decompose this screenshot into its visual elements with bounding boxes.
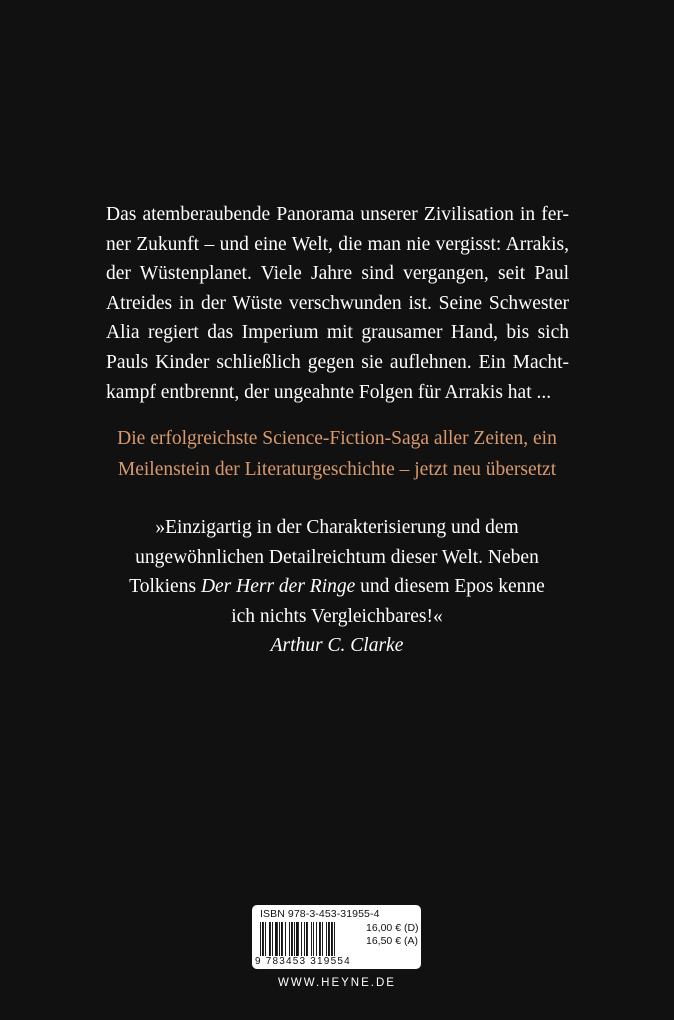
blurb-line: kampf entbrennt, der ungeahnte Folgen für Arrakis hat ...: [106, 381, 552, 403]
tagline-line: Meilenstein der Literaturgeschichte – jetzt neu übersetzt: [117, 458, 557, 480]
blurb-line: Atreides in der Wüste verschwunden ist. Seine Schwester: [106, 292, 569, 314]
quote-text: Tolkiens: [129, 576, 201, 598]
isbn-number: ISBN 978-3-453-31955-4: [260, 908, 380, 920]
quote-line: ich nichts Vergleichbares!«: [231, 605, 443, 627]
back-cover-blurb: [106, 200, 569, 407]
quote-text: und diesem Epos kenne: [355, 576, 545, 598]
quote-line: [110, 572, 564, 602]
review-quote: [110, 513, 564, 661]
tagline: [90, 424, 584, 485]
tagline-line: Die erfolgreichste Science-Fiction-Saga aller Zeiten, ein: [117, 428, 557, 449]
quote-line: »Einzigartig in der Charakterisierung und dem: [155, 517, 519, 538]
blurb-line: Pauls Kinder schließlich gegen sie auflehnen. Ein Macht-: [106, 351, 569, 373]
price-austria: 16,50 € (A): [366, 935, 418, 947]
quote-author: Arthur C. Clarke: [270, 635, 404, 657]
barcode-digits: 9 783453 319554: [255, 956, 351, 967]
quoted-book-title: Der Herr der Ringe: [200, 576, 356, 598]
blurb-line: Das atemberaubende Panorama unserer Zivilisation in fer-: [106, 204, 569, 225]
price-germany: 16,00 € (D): [366, 922, 419, 934]
barcode-bars: [260, 922, 360, 956]
blurb-line: ner Zukunft – und eine Welt, die man nie vergisst: Arrakis,: [106, 233, 569, 255]
blurb-line: der Wüstenplanet. Viele Jahre sind vergangen, seit Paul: [106, 263, 569, 285]
barcode-label: [252, 905, 421, 969]
publisher-website: WWW.HEYNE.DE: [278, 977, 396, 989]
quote-line: ungewöhnlichen Detailreichtum dieser Welt. Neben: [135, 546, 539, 568]
blurb-line: Alia regiert das Imperium mit grausamer Hand, bis sich: [106, 322, 569, 344]
